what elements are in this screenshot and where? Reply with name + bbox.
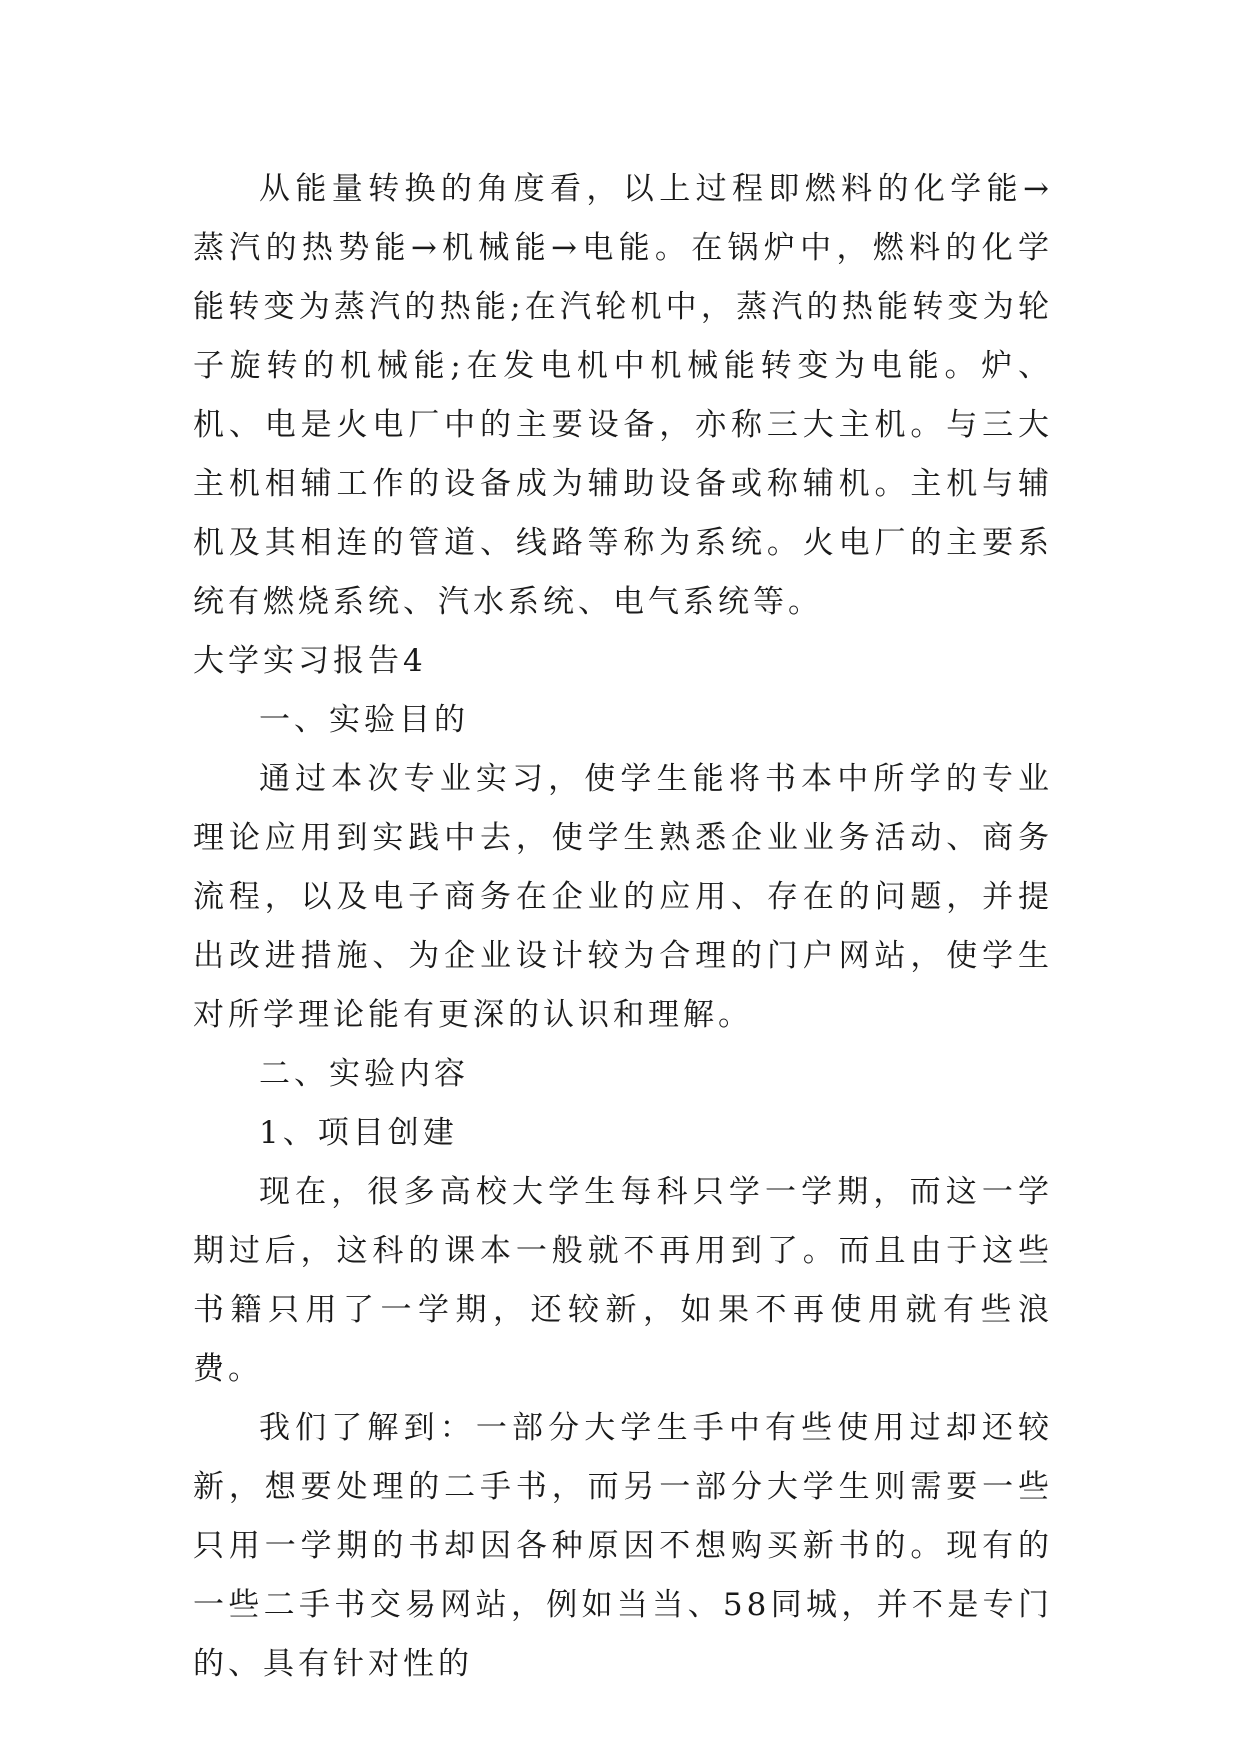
paragraph-energy-conversion: 从能量转换的角度看，以上过程即燃料的化学能→蒸汽的热势能→机械能→电能。在锅炉中，燃料的化学能转变为蒸汽的热能;在汽轮机中，蒸汽的热能转变为轮子旋转的机械能;在发电机中机械能转变为电能。炉、机、电是火电厂中的主要设备，亦称三大主机。与三大主机相辅工作的设备成为辅助设备或称辅机。主机与辅机及其相连的管道、线路等称为系统。火电厂的主要系统有燃烧系统、汽水系统、电气系统等。	[193, 171, 1053, 620]
document-body	[193, 160, 1053, 1694]
section-heading-content: 二、实验内容	[259, 1056, 469, 1092]
subsection-heading-project: 1、项目创建	[259, 1115, 458, 1151]
report-title: 大学实习报告4	[193, 643, 427, 679]
paragraph-findings: 我们了解到：一部分大学生手中有些使用过却还较新，想要处理的二手书，而另一部分大学生则需要一些只用一学期的书却因各种原因不想购买新书的。现有的一些二手书交易网站，例如当当、58同城，并不是专门的、具有针对性的	[193, 1410, 1053, 1682]
paragraph-purpose: 通过本次专业实习，使学生能将书本中所学的专业理论应用到实践中去，使学生熟悉企业业务活动、商务流程，以及电子商务在企业的应用、存在的问题，并提出改进措施、为企业设计较为合理的门户网站，使学生对所学理论能有更深的认识和理解。	[193, 761, 1053, 1033]
paragraph-background: 现在，很多高校大学生每科只学一学期，而这一学期过后，这科的课本一般就不再用到了。而且由于这些书籍只用了一学期，还较新，如果不再使用就有些浪费。	[193, 1174, 1053, 1387]
section-heading-purpose: 一、实验目的	[259, 702, 469, 738]
